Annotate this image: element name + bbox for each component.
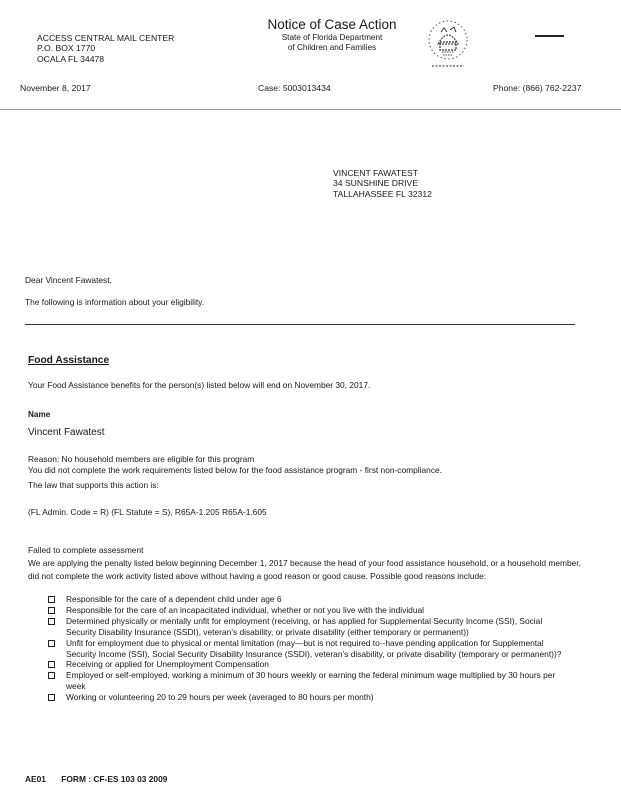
recipient-city: TALLAHASSEE FL 32312 [333,188,432,199]
sender-address [37,33,174,64]
form-footer [25,774,167,784]
agency-line-2: of Children and Families [287,43,377,52]
section-title-food-assistance: Food Assistance [28,355,110,366]
benefit-end-text: Your Food Assistance benefits for the person(s) listed below will end on November 30, 2017. [28,380,371,390]
checkbox-icon [48,661,55,668]
failed-assessment-text: Failed to complete assessment [28,545,144,555]
form-number: FORM : CF-ES 103 03 2009 [61,774,168,784]
recipient-street: 34 SUNSHINE DRIVE [333,178,419,189]
good-reasons-list [48,594,568,703]
name-value: Vincent Fawatest [28,427,105,438]
name-column-header: Name [28,410,51,419]
header-divider [0,109,621,110]
checkbox-icon [48,672,55,679]
checkbox-icon [48,618,55,625]
agency-line-1: State of Florida Department [281,33,383,42]
list-item: Responsible for the care of an incapacitated individual, whether or not you live with the individual [48,605,568,616]
list-item: Employed or self-employed, working a minimum of 30 hours weekly or earning the federal minimum wage multiplied by 30 hours per week [48,670,568,692]
case-number: Case: 5003013434 [258,83,331,93]
phone-number: Phone: (866) 762-2237 [493,83,582,93]
checkbox-icon [48,607,55,614]
list-item: Responsible for the care of a dependent child under age 6 [48,594,568,605]
header-dash-mark [535,35,564,37]
form-code: AE01 [25,774,46,784]
list-item: Working or volunteering 20 to 29 hours per week (averaged to 80 hours per month) [48,692,568,703]
state-seal-icon [424,18,472,70]
checkbox-icon [48,596,55,603]
sender-city: OCALA FL 34478 [37,53,105,64]
reason-line-1: Reason: No household members are eligible for this program [28,454,255,464]
sender-name: ACCESS CENTRAL MAIL CENTER [37,33,175,43]
greeting: Dear Vincent Fawatest, [25,275,112,285]
checkbox-icon [48,640,55,647]
law-citation: (FL Admin. Code = R) (FL Statute = S), R65A-1.205 R65A-1.605 [28,507,267,517]
checkbox-icon [48,694,55,701]
list-item: Unfit for employment due to physical or mental limitation (may—but is not required to--have pending application for Supplemental Security Income (SSI), Social Security Disability Insurance (SSDI), veteran’s disability, or private disability (temporary or permanent))? [48,638,568,660]
list-item: Receiving or applied for Unemployment Compensation [48,659,568,670]
recipient-address [333,168,432,199]
section-divider [25,324,575,325]
sender-po-box: P.O. BOX 1770 [37,43,96,54]
reason-line-2: You did not complete the work requirements listed below for the food assistance program - first non-compliance. [28,464,442,475]
notice-date: November 8, 2017 [20,83,91,93]
notice-title: Notice of Case Action [267,17,397,32]
penalty-paragraph: We are applying the penalty listed below beginning December 1, 2017 because the head of your food assistance household, or a household member, did not complete the work activity listed above without having a good reason or good cause. Possible good reasons include: [28,558,581,582]
law-intro: The law that supports this action is: [28,480,159,490]
recipient-name: VINCENT FAWATEST [333,168,418,178]
reason-block [28,454,442,475]
intro-text: The following is information about your eligibility. [25,297,205,307]
list-item: Determined physically or mentally unfit for employment (receiving, or has applied for Supplemental Security Income (SSI), Social Security Disability Insurance (SSDI), veteran’s disability, or private disability (either temporary or permanent)) [48,616,568,638]
notice-title-block [252,17,412,53]
